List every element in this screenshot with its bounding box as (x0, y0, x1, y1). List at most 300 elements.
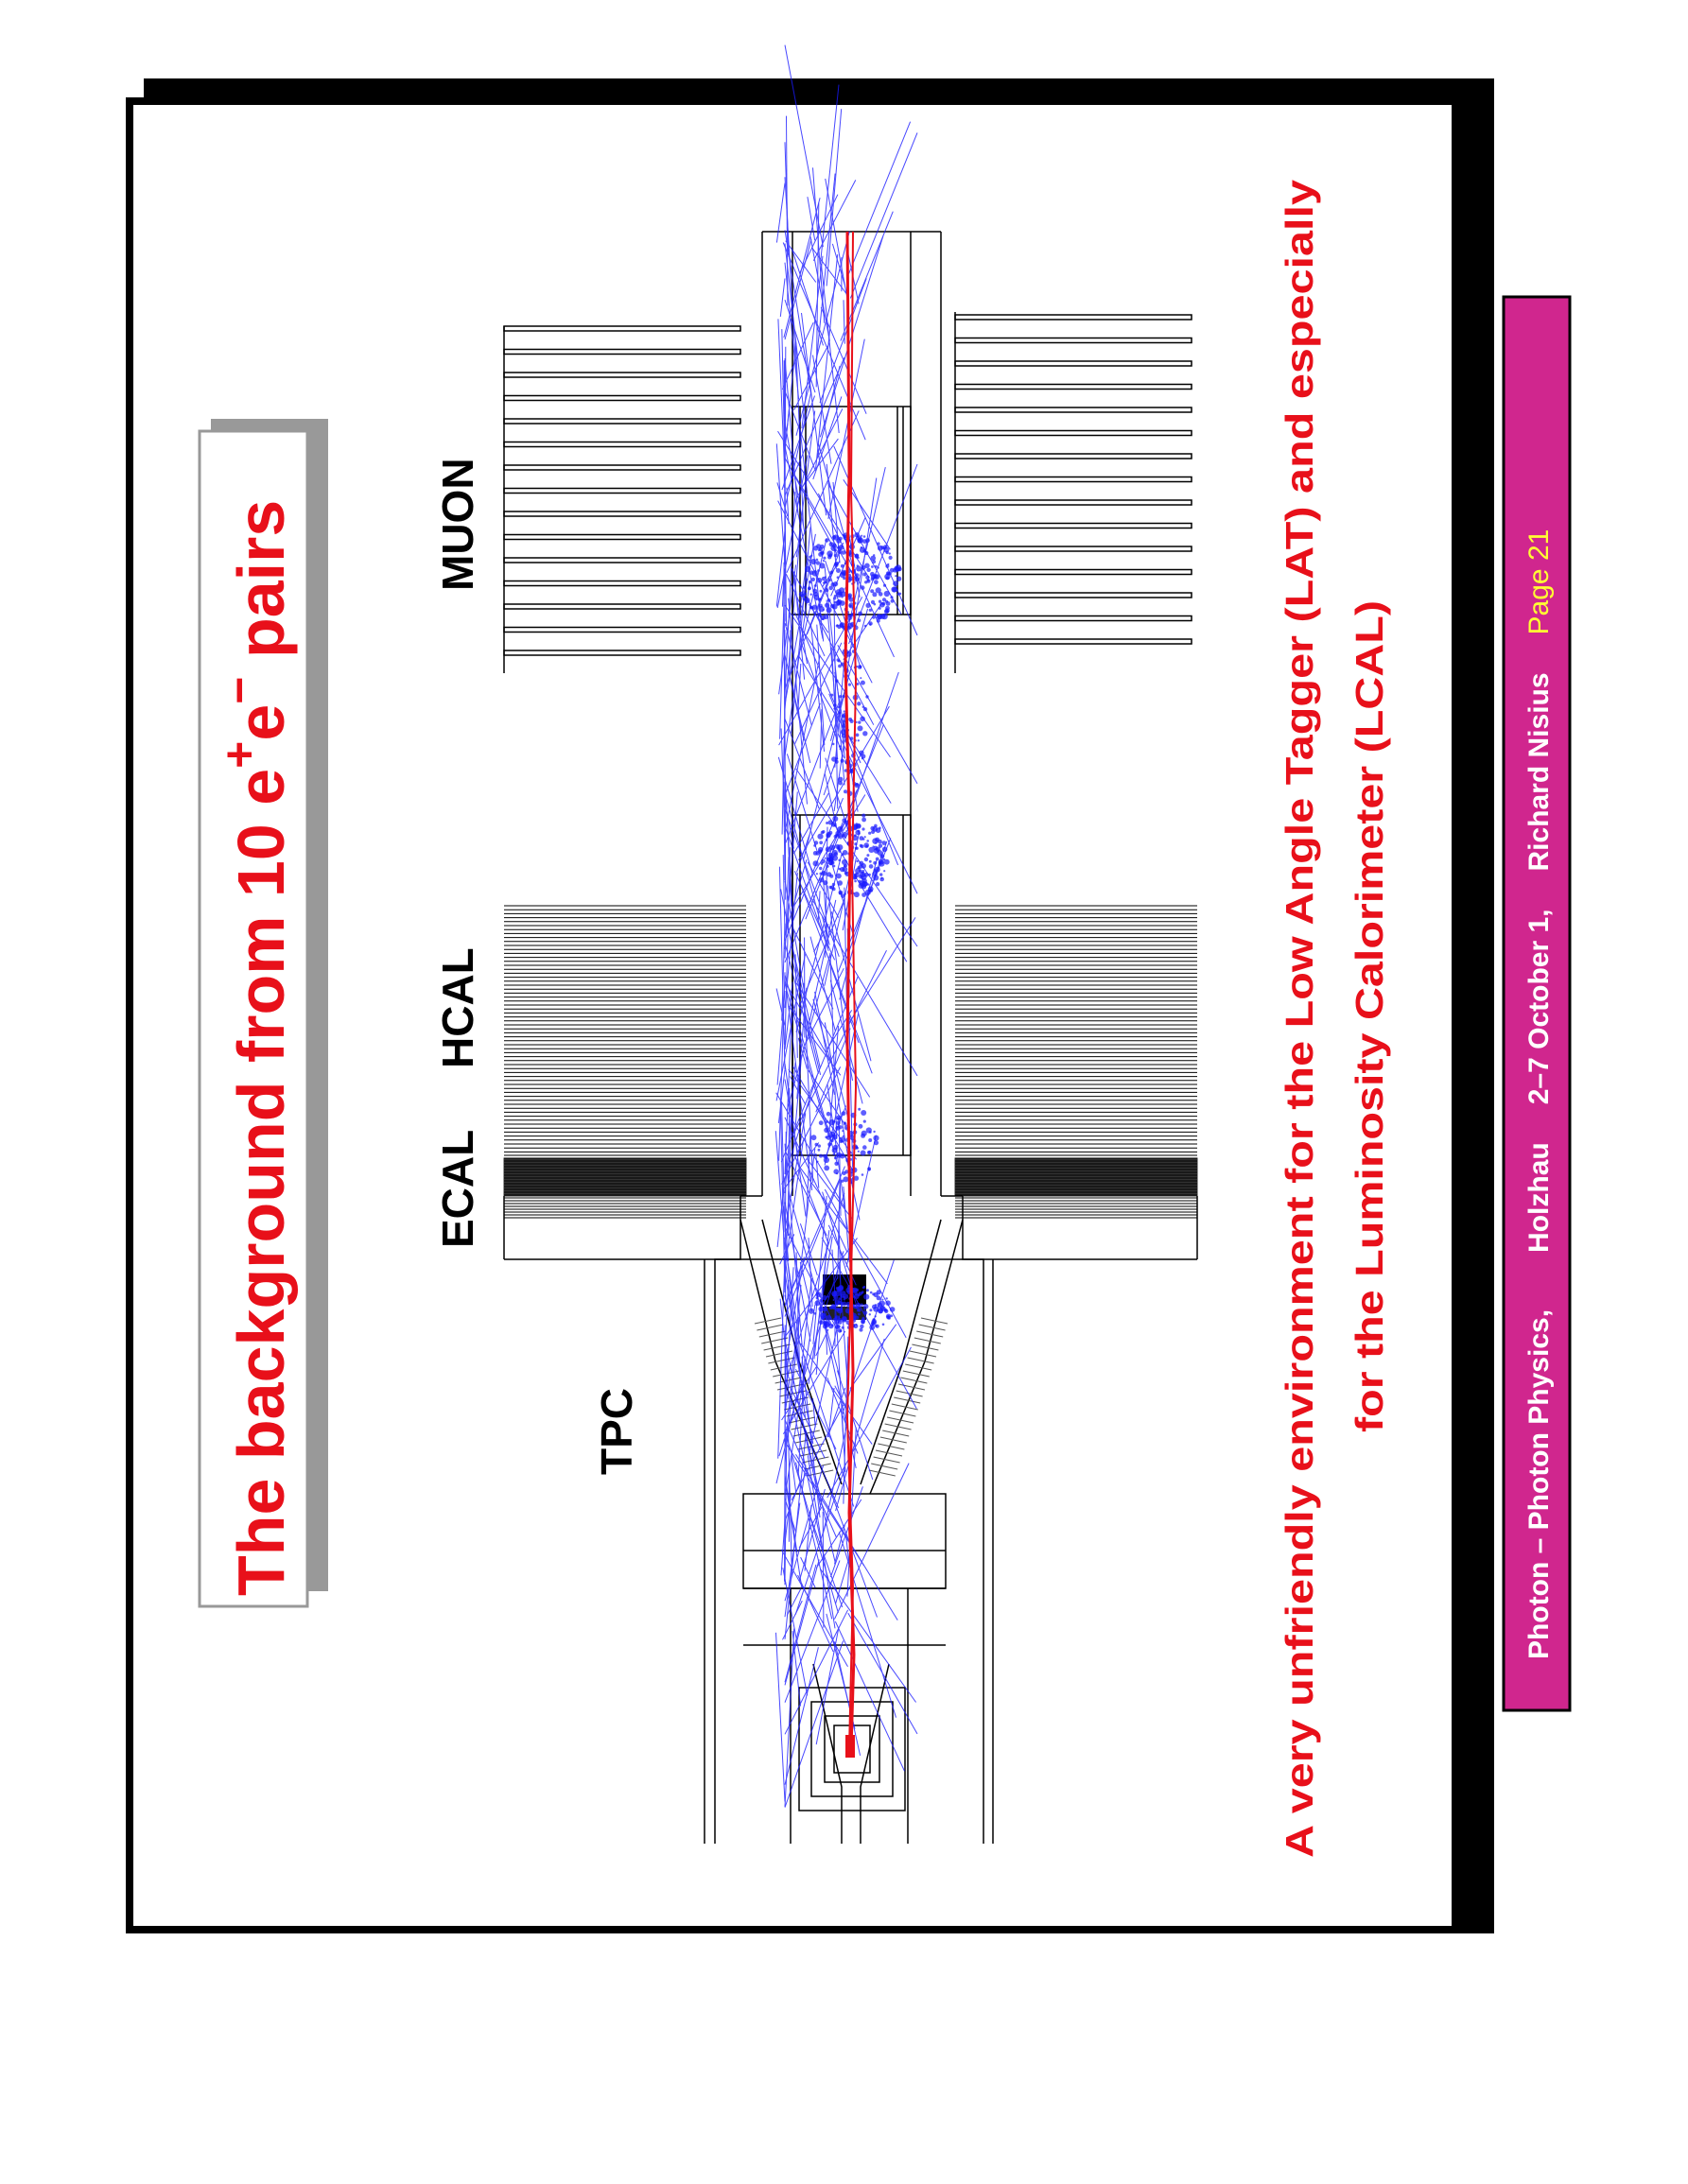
cone-hatch-line (869, 1470, 896, 1476)
shower-dot (836, 1153, 842, 1158)
particle-tracks (775, 45, 917, 1808)
shower-dot (861, 1110, 866, 1116)
shower-dot (838, 859, 841, 862)
background-track (849, 122, 911, 274)
shower-dot (838, 660, 841, 663)
background-track (815, 992, 835, 1095)
shower-dot (873, 1131, 875, 1133)
shower-dot (842, 714, 845, 718)
shower-dot (819, 1120, 824, 1125)
shower-dot (876, 858, 879, 861)
shower-dot (874, 1140, 879, 1145)
shower-dot (862, 539, 867, 544)
shower-dot (865, 890, 871, 895)
shower-dot (874, 603, 877, 606)
shower-dot (874, 1292, 879, 1297)
shower-dot (878, 566, 879, 568)
shower-dot (838, 1318, 842, 1322)
shower-dot (812, 589, 817, 594)
shower-dot (831, 861, 833, 863)
shower-dot (879, 859, 884, 865)
shower-dot (839, 745, 842, 748)
shower-dot (863, 535, 866, 538)
shower-dot (863, 842, 869, 848)
shower-dot (879, 877, 884, 882)
shower-dot (830, 694, 833, 697)
background-track (820, 278, 866, 403)
shower-dot (837, 576, 840, 579)
muon-right-layer (955, 500, 1192, 505)
background-track (795, 950, 887, 1131)
shower-dot (854, 880, 857, 883)
muon-right-layer (955, 546, 1192, 551)
footer-location: Holzhau (1523, 1142, 1555, 1253)
shower-dot (822, 618, 824, 620)
hcal-right-layers (955, 906, 1197, 1152)
shower-dot (870, 1291, 873, 1294)
footer-text (1523, 529, 1555, 1659)
footer-page: Page 21 (1523, 529, 1555, 635)
cone-hatch-line (871, 1464, 897, 1469)
shower-dot (840, 623, 844, 627)
shower-dot (873, 1135, 879, 1141)
shower-dot (866, 854, 869, 857)
shower-dot (835, 679, 838, 682)
shower-dot (876, 587, 881, 593)
shower-dot (816, 561, 820, 564)
shower-dot (820, 550, 825, 555)
shower-dot (853, 1296, 855, 1298)
shower-dot (884, 1309, 888, 1312)
shower-dot (862, 1287, 864, 1289)
background-track (798, 1166, 887, 1284)
cone-hatch-line (910, 1351, 936, 1357)
shower-dot (883, 546, 889, 552)
shower-dot (837, 844, 843, 850)
label-tpc: TPC (592, 1388, 641, 1475)
shower-dot (882, 841, 887, 845)
background-track (811, 624, 825, 752)
shower-dot (837, 880, 843, 886)
footer-bar (1504, 297, 1570, 1710)
shower-dot (858, 1108, 861, 1111)
shower-dot (836, 1120, 841, 1125)
shower-dot (881, 1299, 883, 1301)
muon-left-layer (504, 419, 740, 424)
shower-dot (813, 546, 819, 551)
shower-dot (839, 836, 843, 840)
shower-dot (862, 1145, 867, 1150)
shower-dot (841, 564, 844, 568)
shower-dot (858, 739, 860, 741)
shower-dot (825, 858, 827, 859)
shower-dot (819, 604, 823, 608)
shower-dot (823, 582, 825, 584)
shower-dot (826, 839, 827, 841)
shower-dot (818, 847, 823, 852)
shower-dot (820, 590, 823, 593)
shower-dot (882, 1324, 885, 1326)
shower-dot (860, 836, 864, 841)
shower-dot (838, 850, 841, 853)
shower-dot (890, 1307, 896, 1312)
cone-hatch-line (900, 1378, 927, 1383)
ecal-left-block (504, 1158, 746, 1196)
shower-dot (818, 1307, 824, 1312)
shower-dot (842, 1111, 846, 1116)
label-muon: MUON (433, 458, 482, 591)
shower-dot (842, 1130, 844, 1132)
shower-dot (867, 1151, 871, 1154)
background-track (776, 183, 785, 243)
label-hcal: HCAL (433, 947, 482, 1068)
shower-dot (861, 827, 864, 830)
shower-dot (889, 552, 891, 554)
shower-dot (814, 841, 818, 844)
shower-dot (817, 569, 820, 572)
shower-dot (897, 567, 902, 572)
shower-dot (827, 607, 832, 613)
shower-dot (820, 873, 823, 875)
muon-right-layer (955, 524, 1192, 529)
shower-dot (827, 1295, 828, 1297)
shower-dot (865, 695, 868, 698)
shower-dot (809, 606, 813, 610)
cone-hatch-line (908, 1358, 934, 1363)
shower-dot (863, 1120, 866, 1123)
shower-dot (873, 875, 879, 880)
shower-dot (842, 724, 845, 728)
shower-dot (884, 591, 890, 597)
shower-dot (833, 703, 837, 707)
cone-hatch-line (876, 1450, 902, 1456)
shower-dot (876, 827, 881, 833)
background-track (779, 972, 785, 1160)
title-box (200, 419, 328, 1606)
shower-dot (843, 867, 848, 873)
shower-dot (823, 560, 825, 562)
shower-dot (854, 577, 860, 582)
shower-dot (836, 1116, 841, 1120)
shower-dot (869, 864, 874, 869)
shower-dot (871, 1322, 875, 1326)
shower-dot (843, 850, 848, 856)
shower-dot (871, 565, 874, 568)
shower-dot (818, 1149, 821, 1152)
background-track (785, 1080, 797, 1153)
shower-dot (828, 553, 832, 557)
shower-dot (893, 581, 898, 586)
shower-dot (882, 847, 888, 853)
shower-dot (866, 1289, 869, 1291)
shower-dot (828, 586, 833, 591)
shower-dot (832, 1148, 838, 1153)
shower-dot (844, 893, 846, 894)
shower-dot (886, 1297, 888, 1299)
shower-dot (890, 1314, 893, 1317)
shower-dot (857, 1303, 861, 1307)
cone-hatch-line (757, 1325, 783, 1330)
shower-dot (879, 873, 882, 875)
shower-dot (813, 612, 815, 614)
shower-dot (875, 565, 878, 568)
cone-hatch-line (878, 1444, 904, 1449)
shower-dot (816, 1297, 819, 1300)
cone-hatch-line (759, 1331, 786, 1337)
cone-hatch-line (903, 1371, 930, 1377)
shower-dot (864, 563, 870, 569)
shower-dot (809, 559, 810, 561)
shower-dot (841, 1180, 844, 1183)
shower-dot (842, 1326, 844, 1329)
muon-left-layer (504, 350, 740, 355)
shower-dot (860, 1325, 863, 1328)
shower-dot (858, 618, 861, 622)
shower-dot (858, 612, 862, 616)
shower-dot (821, 859, 826, 864)
background-track (780, 279, 785, 318)
shower-dot (866, 840, 869, 842)
shower-dot (835, 1299, 841, 1305)
shower-dot (814, 584, 817, 587)
background-track (828, 1388, 834, 1437)
shower-dot (818, 1144, 821, 1147)
shower-dot (891, 586, 896, 592)
shower-dot (842, 1302, 846, 1307)
muon-right-layer (955, 338, 1192, 343)
background-track (834, 1464, 909, 1620)
background-track (844, 603, 882, 660)
shower-dot (836, 568, 841, 573)
shower-dot (858, 1151, 860, 1153)
shower-dot (825, 576, 827, 578)
shower-dot (840, 748, 842, 750)
shower-dot (863, 1310, 868, 1315)
shower-dot (828, 853, 833, 858)
shower-dot (805, 593, 807, 595)
shower-dot (859, 1124, 863, 1129)
shower-dot (819, 1154, 823, 1158)
shower-dot (860, 677, 861, 679)
shower-dot (817, 578, 823, 583)
shower-dot (837, 826, 843, 832)
shower-dot (863, 1304, 869, 1309)
shower-dot (869, 609, 872, 612)
shower-dot (827, 1112, 831, 1117)
background-track (827, 599, 838, 732)
shower-dot (855, 783, 860, 788)
shower-dot (889, 556, 893, 560)
shower-dot (857, 1309, 860, 1312)
shower-dot (816, 1161, 818, 1163)
muon-right-layer (955, 454, 1192, 459)
shower-dot (805, 566, 810, 572)
shower-dot (819, 547, 823, 551)
background-track (790, 630, 791, 674)
shower-dot (854, 892, 860, 897)
shower-dot (827, 872, 831, 876)
shower-dot (854, 842, 857, 845)
shower-dot (836, 589, 842, 595)
muon-right-layer (955, 407, 1192, 412)
shower-dot (842, 695, 844, 698)
page-title: The background from 10 e+e− pairs (213, 499, 298, 1596)
muon-right-layer (955, 570, 1192, 575)
shower-dot (815, 1143, 819, 1147)
shower-dot (844, 1293, 849, 1299)
muon-left-layer (504, 442, 740, 447)
shower-dot (876, 1325, 879, 1328)
shower-dot (831, 1304, 836, 1309)
shower-dot (876, 847, 880, 852)
shower-dot (812, 605, 817, 610)
shower-dot (817, 613, 821, 616)
shower-dot (858, 725, 863, 731)
background-track (796, 1454, 898, 1620)
shower-dot (813, 851, 818, 856)
shower-dot (869, 1313, 871, 1315)
background-track (793, 793, 828, 854)
shower-dot (832, 604, 838, 610)
shower-dot (816, 598, 818, 600)
shower-dot (827, 1142, 831, 1146)
shower-dot (890, 596, 893, 598)
muon-right-layer (955, 477, 1192, 482)
shower-dot (862, 573, 866, 577)
shower-dot (860, 1328, 863, 1332)
shower-dot (859, 833, 861, 835)
shower-dot (878, 546, 883, 551)
shower-dot (820, 1301, 822, 1303)
muon-left-layer (504, 558, 740, 563)
shower-dot (825, 538, 828, 542)
shower-dot (873, 861, 877, 865)
cone-hatch-line (919, 1325, 946, 1330)
shower-dot (879, 607, 881, 610)
shower-dot (879, 600, 881, 603)
muon-right-layers (955, 312, 1192, 673)
shower-dot (829, 571, 833, 575)
shower-dot (834, 595, 837, 598)
shower-dot (824, 615, 829, 620)
shower-dot (861, 814, 865, 818)
shower-dot (813, 860, 819, 866)
shower-dot (861, 844, 864, 848)
muon-right-layer (955, 616, 1192, 621)
shower-dot (847, 623, 853, 629)
shower-dot (835, 549, 837, 551)
shower-dot (860, 717, 865, 722)
shower-dot (842, 859, 847, 865)
shower-dot (855, 847, 858, 850)
shower-dot (868, 832, 871, 835)
shower-dot (825, 588, 828, 592)
shower-dot (822, 1295, 827, 1300)
shower-dot (863, 1309, 865, 1310)
shower-dot (858, 880, 861, 883)
shower-dot (827, 1135, 831, 1140)
shower-dot (877, 619, 880, 623)
shower-dot (857, 564, 859, 566)
shower-dot (862, 731, 867, 736)
shower-dot (886, 571, 891, 576)
shower-dot (883, 870, 885, 872)
shower-dot (878, 840, 882, 844)
cone-hatch-line (775, 1378, 802, 1383)
shower-dot (856, 1147, 859, 1150)
shower-dot (819, 867, 822, 870)
shower-dot (844, 789, 847, 793)
shower-dot (799, 592, 805, 598)
shower-dot (874, 869, 877, 872)
cone-hatch-line (898, 1384, 925, 1390)
muon-right-layer (955, 385, 1192, 390)
shower-dot (835, 1317, 838, 1320)
shower-dot (849, 604, 852, 607)
shower-dot (836, 1172, 838, 1174)
shower-dot (861, 870, 864, 873)
shower-dot (831, 822, 837, 827)
shower-dot (837, 624, 839, 626)
cone-hatch-line (905, 1364, 931, 1370)
shower-dot (823, 609, 825, 611)
background-track (798, 664, 801, 709)
shower-dot (864, 858, 868, 861)
shower-dot (804, 598, 809, 603)
shower-dot (867, 1167, 871, 1170)
cone-hatch-line (912, 1344, 938, 1350)
caption-line-1: A very unfriendly environment for the Low Angle Tagger (LAT) and especially (1278, 440, 1321, 1858)
shower-dot (817, 834, 823, 840)
shower-dot (872, 592, 877, 597)
shower-dot (823, 1313, 826, 1316)
cone-hatch-line (755, 1318, 781, 1324)
shower-dot (879, 1309, 883, 1314)
shower-dot (838, 1125, 842, 1129)
muon-left-layer (504, 535, 740, 540)
shower-dot (861, 681, 865, 685)
shower-dot (834, 563, 839, 567)
shower-dot (861, 1134, 865, 1138)
muon-left-layer (504, 489, 740, 494)
shower-dot (861, 874, 866, 879)
shower-dot (835, 1291, 841, 1296)
shower-dot (861, 1151, 866, 1156)
shower-dot (832, 888, 836, 892)
shower-dot (832, 1153, 834, 1155)
shower-dot (815, 1153, 817, 1155)
shower-dot (840, 1140, 843, 1143)
shower-dot (824, 1128, 828, 1133)
shower-dot (819, 841, 823, 844)
shower-dot (821, 831, 825, 835)
shower-dot (845, 830, 847, 832)
shower-dot (809, 581, 811, 583)
shower-dot (844, 710, 845, 712)
shower-dot (861, 1321, 864, 1324)
shower-dot (826, 834, 830, 839)
muon-left-layer (504, 373, 740, 377)
shower-dot (871, 556, 877, 562)
cone-hatch-line (914, 1338, 941, 1343)
shower-dot (806, 579, 809, 581)
shower-dot (803, 586, 806, 589)
shower-dot (891, 599, 895, 603)
shower-dot (870, 826, 875, 831)
muon-right-layer (955, 315, 1192, 320)
shower-dot (887, 1315, 889, 1317)
shower-dot (823, 557, 826, 560)
